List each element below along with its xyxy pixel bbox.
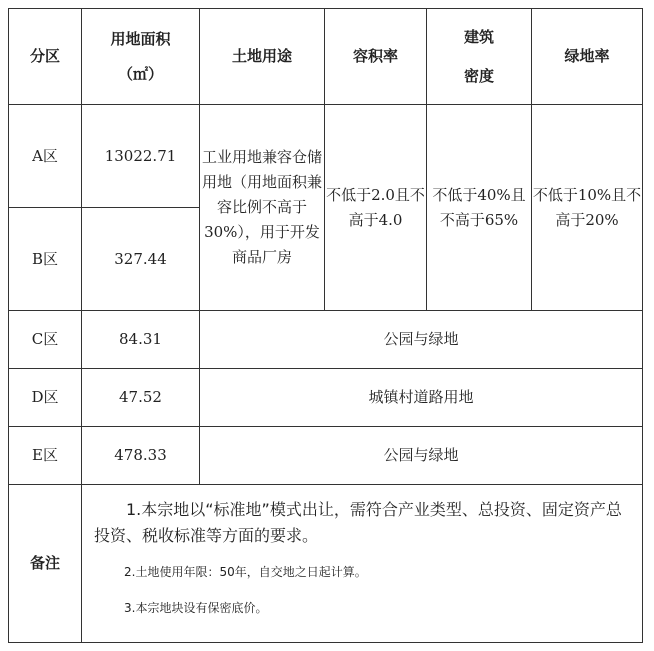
area-cell: 84.31 (82, 311, 200, 369)
table-row-a (9, 105, 643, 208)
header-density-line2: 密度 (463, 66, 494, 85)
table-row-c (9, 311, 643, 369)
remark-note-1: 1.本宗地以“标准地”模式出让，需符合产业类型、总投资、固定资产总投资、税收标准等方面的要求。 (94, 500, 622, 545)
remark-note-2: 2.土地使用年限：50年，自交地之日起计算。 (124, 565, 367, 579)
area-cell: 13022.71 (82, 105, 200, 208)
ab-floor-area-ratio-cell: 不低于2.0且不高于4.0 (325, 105, 427, 311)
land-parcel-table (8, 8, 643, 643)
remarks-row (9, 485, 643, 643)
header-floor-area-ratio: 容积率 (325, 9, 427, 105)
header-green-ratio: 绿地率 (532, 9, 643, 105)
zone-cell: A区 (9, 105, 82, 208)
remark-note-3: 3.本宗地块设有保密底价。 (124, 601, 268, 615)
header-density-line1: 建筑 (463, 27, 494, 46)
table-row-e (9, 427, 643, 485)
remarks-content (82, 485, 643, 643)
land-use-merged-cell: 公园与绿地 (200, 427, 643, 485)
area-cell: 327.44 (82, 208, 200, 311)
ab-land-use-cell: 工业用地兼容仓储用地（用地面积兼容比例不高于30%），用于开发商品厂房 (200, 105, 325, 311)
header-land-use: 土地用途 (200, 9, 325, 105)
table-row-d (9, 369, 643, 427)
header-area-label: 用地面积 (110, 29, 171, 48)
header-building-density (427, 9, 532, 105)
header-zone: 分区 (9, 9, 82, 105)
table-header-row (9, 9, 643, 105)
zone-cell: E区 (9, 427, 82, 485)
header-area-unit: （㎡） (117, 64, 163, 83)
zone-cell: C区 (9, 311, 82, 369)
remarks-label: 备注 (9, 485, 82, 643)
zone-cell: D区 (9, 369, 82, 427)
zone-cell: B区 (9, 208, 82, 311)
land-use-merged-cell: 城镇村道路用地 (200, 369, 643, 427)
area-cell: 47.52 (82, 369, 200, 427)
ab-building-density-cell: 不低于40%且不高于65% (427, 105, 532, 311)
area-cell: 478.33 (82, 427, 200, 485)
land-use-merged-cell: 公园与绿地 (200, 311, 643, 369)
ab-green-ratio-cell: 不低于10%且不高于20% (532, 105, 643, 311)
header-area (82, 9, 200, 105)
